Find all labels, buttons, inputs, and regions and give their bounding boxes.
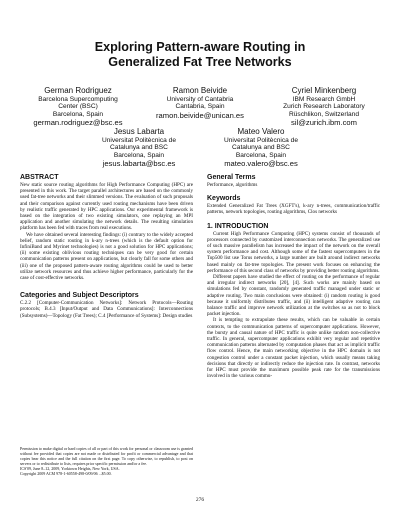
copyright-line: Copyright 2009 ACM 978-1-60558-498-0/09/06 ...$5.00. bbox=[20, 470, 112, 476]
permission-notice: Permission to make digital or hard copies of all or part of this work for personal or classroom use is granted without fee provided that copies are not made or distributed for profit or commercial advantage and that copies bear this notice and the full citation on the first page. To copy otherwise, to republish, to post on servers or to redistribute to lists, requires prior specific permission and/or a fee. bbox=[20, 446, 193, 466]
author-affiliation-line: Cantabria, Spain bbox=[175, 103, 225, 111]
conference-line: ICS'09, June 8–12, 2009, Yorktown Heights, New York, USA. bbox=[20, 465, 120, 471]
title-line-1: Exploring Pattern-aware Routing in bbox=[94, 40, 306, 54]
author-email: jesus.labarta@bsc.es bbox=[102, 159, 176, 169]
introduction-heading: 1. INTRODUCTION bbox=[207, 222, 269, 230]
author-name: Mateo Valero bbox=[237, 127, 285, 136]
introduction-paragraph: It is tempting to extrapolate these results, which can be valuable in certain contexts, to the communication patterns of supercomputer applications. However, the bursty and causal nature of HPC traffic is quite unlike random non-collective traffic. In general, supercomputer applications exhibit very regular and repetitive communication patterns alternated by computation phases that act as implicit traffic flow control. Hence, the main networking objective in the HPC domain is not congestion control under a constant packet injection, which usually means taking decisions that directly or indirectly reduce the injection rate. In contrast, networks for HPC must provide the maximum possible peak rate for the transmissions involved in the various commu- bbox=[207, 317, 380, 380]
author-affiliation-line: Barcelona Supercomputing bbox=[38, 95, 118, 103]
abstract-paragraph: We have obtained several interesting findings: (i) contrary to the widely accepted belief, random static routing in k-ary n-trees (which is the default option for InfiniBand and Myrinet technologies) is not a good solution for HPC applications; (ii) some existing oblivious routing techniques can be very good for certain communication patterns present on applications, but clearly fall for some others and (iii) one of the proposed pattern-aware routing algorithms could be used to better utilize network resources and thus achieve higher performance, particularly for the case of cost-effective networks. bbox=[20, 231, 193, 282]
author-affiliation-line: Barcelona, Spain bbox=[235, 151, 287, 159]
general-terms-text: Performance, algorithms bbox=[207, 182, 258, 188]
introduction-paragraph: Current High Performance Computing (HPC) systems consist of thousands of processors connected by customized interconnection networks. The generalized use of such massive parallelism has increased the impact of the network on the overall system performance and cost. Although some of the fastest supercomputers in the Top500 list use Torus networks, a large number are built around indirect networks based mainly on fat-tree topologies. The present work focuses on enhancing the performance of this second class of networks by providing better routing algorithms. bbox=[207, 230, 380, 274]
author-affiliation-line: Barcelona, Spain bbox=[52, 110, 104, 118]
author-affiliation-line: IBM Research GmbH bbox=[292, 95, 356, 103]
author-email: german.rodriguez@bsc.es bbox=[33, 118, 123, 128]
keywords-heading: Keywords bbox=[207, 195, 241, 203]
author-affiliation-line: Universitat Politècnica de bbox=[223, 136, 299, 144]
categories-heading: Categories and Subject Descriptors bbox=[20, 292, 139, 300]
author-email: sil@zurich.ibm.com bbox=[291, 118, 357, 128]
paper-title bbox=[40, 40, 360, 70]
author-affiliation-line: Catalunya and BSC bbox=[110, 144, 168, 152]
author-affiliation-line: Catalunya and BSC bbox=[232, 144, 290, 152]
copyright-footnote bbox=[20, 447, 193, 476]
author-block-2 bbox=[140, 86, 260, 120]
author-name: Jesus Labarta bbox=[113, 127, 165, 136]
author-email: ramon.beivide@unican.es bbox=[156, 110, 244, 120]
author-affiliation-line: Universitat Politècnica de bbox=[101, 136, 177, 144]
author-affiliation-line: University of Cantabria bbox=[166, 95, 234, 103]
author-block-4 bbox=[79, 127, 199, 168]
author-affiliation-line: Barcelona, Spain bbox=[113, 151, 165, 159]
right-column bbox=[207, 173, 380, 379]
author-email: mateo.valero@bsc.es bbox=[224, 159, 298, 169]
abstract-paragraph: New static source routing algorithms for High Performance Computing (HPC) are presented in this work. The target parallel architectures are based on the commonly used fat-tree networks and their slimmed versions. The evaluation of such proposals and their comparison against currently used routing mechanisms have been driven by realistic traffic generated by HPC applications. Our experimental framework is based on the integration of two existing simulators, one replaying an MPI application and another simulating the network details. The resulting simulation platform has been fed with traces from real executions. bbox=[20, 182, 193, 232]
page-number: 276 bbox=[195, 497, 205, 503]
title-line-2: Generalized Fat Tree Networks bbox=[108, 55, 292, 69]
author-name: Cyriel Minkenberg bbox=[291, 86, 357, 95]
keywords-text: Extended Generalized Fat Trees (XGFT's), k-ary n-trees, communication/traffic patterns, network topologies, routing algorithms, Clos networks bbox=[207, 203, 380, 216]
author-affiliation-line: Zurich Research Laboratory bbox=[283, 103, 365, 111]
author-block-1 bbox=[18, 86, 138, 127]
general-terms-heading: General Terms bbox=[207, 174, 256, 181]
abstract-heading: ABSTRACT bbox=[20, 174, 59, 181]
author-affiliation-line: Rüschlikon, Switzerland bbox=[289, 110, 359, 118]
author-block-5 bbox=[201, 127, 321, 168]
author-affiliation-line: Center (BSC) bbox=[58, 103, 98, 111]
author-name: Ramon Beivide bbox=[172, 86, 228, 95]
author-name: German Rodriguez bbox=[44, 86, 112, 95]
author-block-3 bbox=[262, 86, 386, 127]
introduction-paragraph: Different papers have studied the effect of routing on the performance of regular and irregular indirect networks [20], [4]. Such works are mainly based on simulations fed by constant, randomly generated traffic managed under static or adaptive routing. Two main conclusions were obtained: (i) random routing is good because it uniformly distributes traffic, and (ii) intelligent adaptive routing can balance traffic and improve network utilization at the switches so as not to block packet injection. bbox=[207, 274, 380, 318]
categories-text: C.2.2 [Computer-Communication Networks]: Network Protocols—Routing protocols; B.4.3 [Input/Output and Data Communications]: Interconnections (Subsystems)—Topology (Fat Trees); C.4 [Performance of Systems]: Design studies bbox=[20, 300, 193, 319]
left-column bbox=[20, 173, 193, 319]
